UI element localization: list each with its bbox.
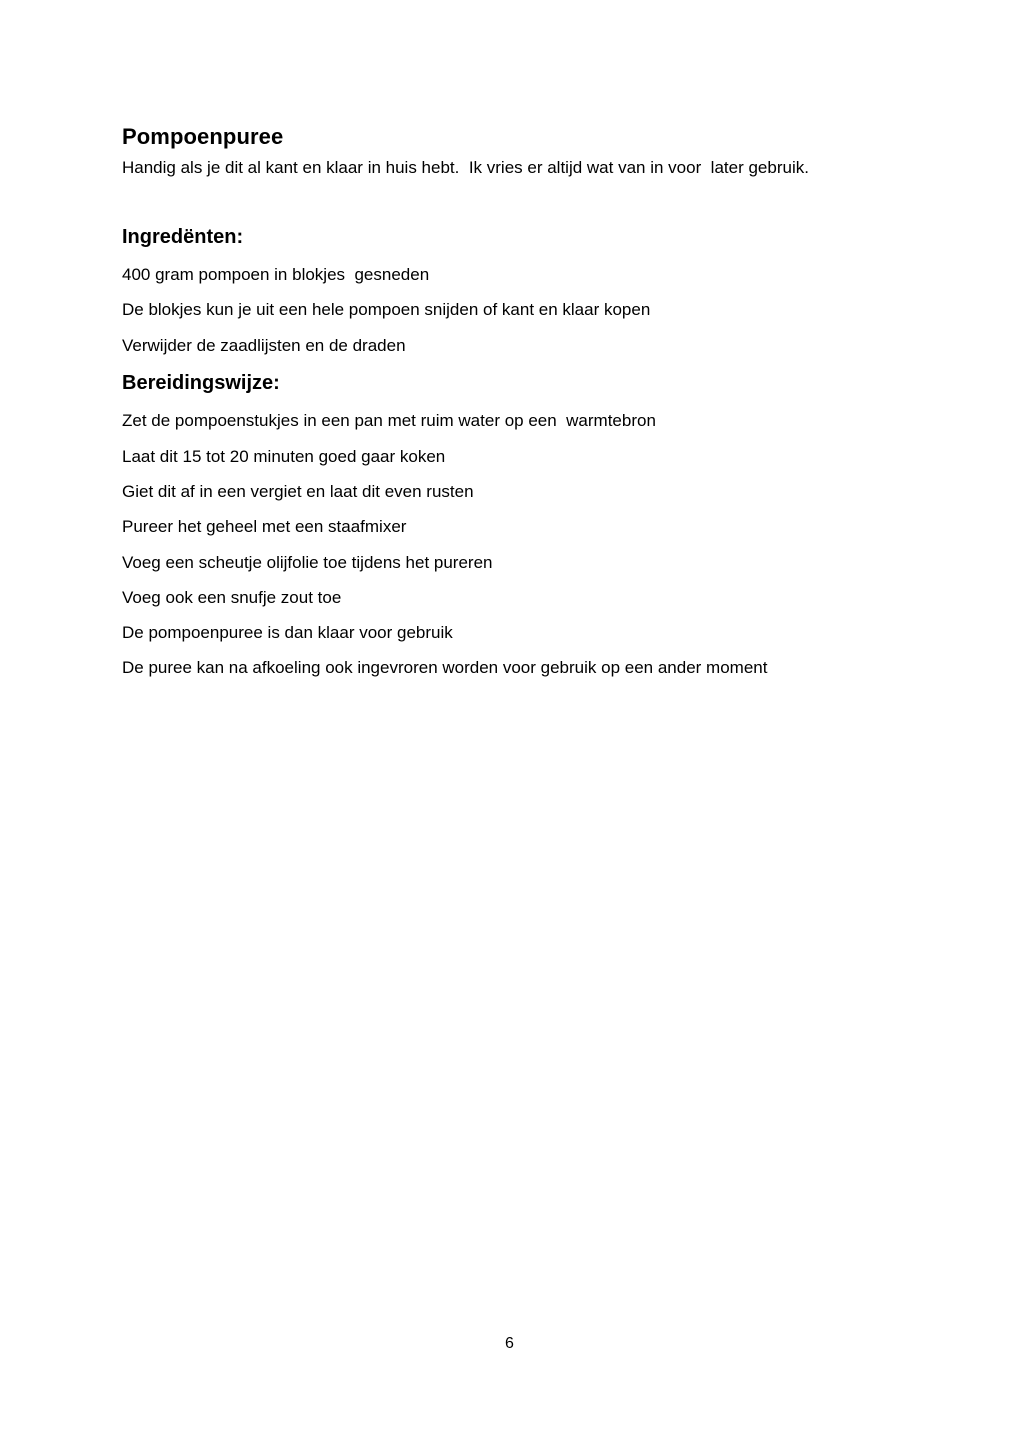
preparation-heading: Bereidingswijze: (122, 372, 280, 394)
recipe-title: Pompoenpuree (122, 124, 284, 149)
preparation-step: Voeg een scheutje olijfolie toe tijdens het pureren (122, 553, 493, 572)
ingredient-line: 400 gram pompoen in blokjes gesneden (122, 265, 430, 284)
preparation-step: De puree kan na afkoeling ook ingevroren worden voor gebruik op een ander moment (122, 658, 768, 677)
preparation-step: Voeg ook een snufje zout toe (122, 588, 342, 607)
preparation-step: Pureer het geheel met een staafmixer (122, 517, 407, 536)
preparation-step: Zet de pompoenstukjes in een pan met ruim water op een warmtebron (122, 411, 656, 430)
ingredient-line: Verwijder de zaadlijsten en de draden (122, 336, 406, 355)
preparation-step: De pompoenpuree is dan klaar voor gebruik (122, 623, 453, 642)
recipe-intro: Handig als je dit al kant en klaar in huis hebt. Ik vries er altijd wat van in voor later gebruik. (122, 158, 809, 177)
page-number: 6 (505, 1335, 514, 1352)
preparation-step: Giet dit af in een vergiet en laat dit even rusten (122, 482, 474, 501)
preparation-step: Laat dit 15 tot 20 minuten goed gaar koken (122, 447, 446, 466)
ingredients-heading: Ingredënten: (122, 226, 244, 248)
ingredient-line: De blokjes kun je uit een hele pompoen snijden of kant en klaar kopen (122, 300, 651, 319)
